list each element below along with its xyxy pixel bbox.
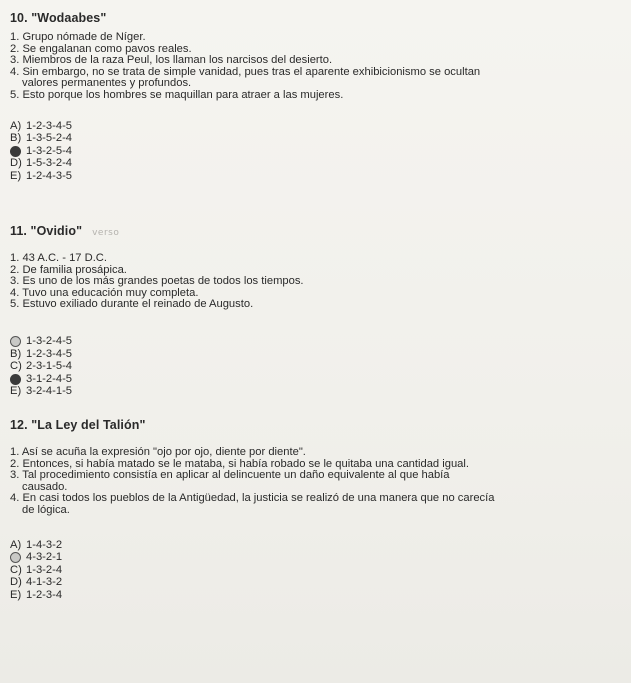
option-e[interactable] bbox=[10, 589, 622, 602]
option-text: 1-3-2-5-4 bbox=[26, 144, 73, 157]
statement: 1. Así se acuña la expresión "ojo por ojo, diente por diente". bbox=[10, 446, 306, 458]
option-text: 4-1-3-2 bbox=[26, 576, 63, 589]
option-text: 3-2-4-1-5 bbox=[26, 385, 73, 398]
option-letter: B) bbox=[10, 132, 22, 145]
option-d[interactable] bbox=[10, 157, 622, 170]
statement-list bbox=[10, 32, 622, 102]
statement: 4. Sin embargo, no se trata de simple vanidad, pues tras el aparente exhibicionismo se ocultan bbox=[10, 65, 481, 78]
statement: 2. Se engalanan como pavos reales. bbox=[10, 42, 192, 55]
option-d[interactable] bbox=[10, 373, 622, 386]
option-list bbox=[10, 335, 622, 398]
option-text: 1-4-3-2 bbox=[26, 538, 63, 551]
option-text: 1-2-3-4 bbox=[26, 588, 63, 601]
option-text: 1-2-3-4-5 bbox=[26, 347, 73, 360]
option-c[interactable] bbox=[10, 564, 622, 577]
option-letter: A) bbox=[10, 119, 22, 132]
statement-list bbox=[10, 253, 622, 311]
option-e[interactable] bbox=[10, 170, 622, 183]
circled-mark-icon bbox=[10, 336, 21, 347]
option-e[interactable] bbox=[10, 385, 622, 398]
statement: 2. Entonces, si había matado se le mataba, si había robado se le quitaba una cantidad igual. bbox=[10, 457, 469, 470]
statement: 5. Esto porque los hombres se maquillan para atraer a las mujeres. bbox=[10, 88, 344, 101]
option-letter: E) bbox=[10, 385, 22, 398]
statement: 5. Estuvo exiliado durante el reinado de Augusto. bbox=[10, 298, 254, 311]
statement: 3. Tal procedimiento consistía en aplicar al delincuente un daño equivalente al que había bbox=[10, 469, 450, 482]
statement-list bbox=[10, 447, 622, 517]
question-10 bbox=[10, 11, 622, 183]
option-letter: D) bbox=[10, 157, 22, 170]
option-letter: E) bbox=[10, 169, 22, 182]
statement-continuation: valores permanentes y profundos. bbox=[22, 77, 192, 90]
option-letter: B) bbox=[10, 347, 22, 360]
option-a[interactable] bbox=[10, 539, 622, 552]
statement: 1. 43 A.C. - 17 D.C. bbox=[10, 252, 107, 264]
statement-continuation: causado. bbox=[22, 480, 68, 493]
option-letter: D) bbox=[10, 576, 22, 589]
question-11 bbox=[10, 224, 622, 398]
option-text: 1-2-4-3-5 bbox=[26, 169, 73, 182]
option-c[interactable] bbox=[10, 145, 622, 158]
option-letter: E) bbox=[10, 588, 22, 601]
question-title bbox=[10, 224, 622, 241]
statement: 4. Tuvo una educación muy completa. bbox=[10, 286, 199, 299]
option-text: 1-3-2-4-5 bbox=[26, 334, 73, 347]
statement-continuation: de lógica. bbox=[22, 503, 70, 516]
question-title-text: 11. "Ovidio" bbox=[10, 224, 83, 238]
option-a[interactable] bbox=[10, 335, 622, 348]
option-text: 1-3-2-4 bbox=[26, 563, 63, 576]
option-list bbox=[10, 120, 622, 183]
option-text: 1-2-3-4-5 bbox=[26, 119, 73, 132]
option-text: 3-1-2-4-5 bbox=[26, 372, 73, 385]
option-list bbox=[10, 539, 622, 602]
option-text: 2-3-1-5-4 bbox=[26, 360, 73, 373]
statement: 3. Miembros de la raza Peul, los llaman los narcisos del desierto. bbox=[10, 54, 333, 67]
option-b[interactable] bbox=[10, 132, 622, 145]
statement: 1. Grupo nómade de Níger. bbox=[10, 31, 146, 43]
option-d[interactable] bbox=[10, 576, 622, 589]
statement: 3. Es uno de los más grandes poetas de todos los tiempos. bbox=[10, 275, 304, 288]
option-b[interactable] bbox=[10, 551, 622, 564]
option-letter: C) bbox=[10, 563, 22, 576]
option-c[interactable] bbox=[10, 360, 622, 373]
selected-mark-icon bbox=[10, 374, 21, 385]
question-title: 12. "La Ley del Talión" bbox=[10, 418, 146, 432]
option-text: 1-3-5-2-4 bbox=[26, 132, 73, 145]
selected-mark-icon bbox=[10, 146, 21, 157]
handwritten-note: verso bbox=[92, 228, 120, 238]
option-text: 1-5-3-2-4 bbox=[26, 157, 73, 170]
option-letter: A) bbox=[10, 538, 22, 551]
question-12 bbox=[10, 418, 622, 602]
option-text: 4-3-2-1 bbox=[26, 551, 63, 564]
option-b[interactable] bbox=[10, 348, 622, 361]
option-a[interactable] bbox=[10, 120, 622, 133]
option-letter: C) bbox=[10, 360, 22, 373]
statement: 4. En casi todos los pueblos de la Antigüedad, la justicia se realizó de una manera que no carecía bbox=[10, 492, 495, 505]
question-title: 10. "Wodaabes" bbox=[10, 11, 107, 25]
circled-mark-icon bbox=[10, 552, 21, 563]
statement: 2. De familia prosápica. bbox=[10, 263, 127, 276]
